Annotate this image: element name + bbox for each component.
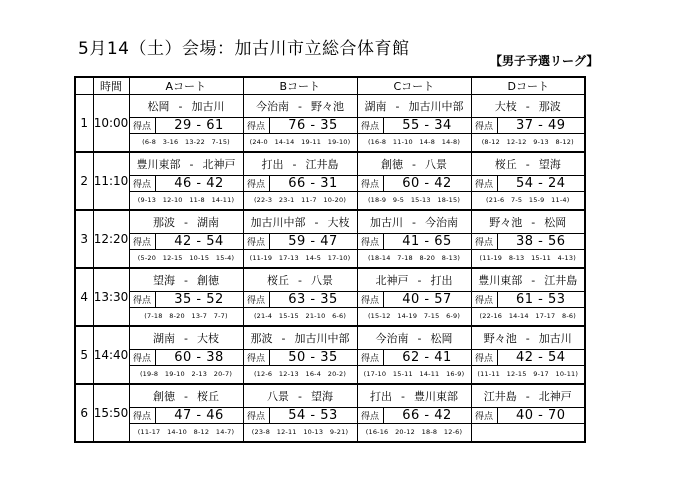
score-row	[130, 291, 243, 308]
score-label: 得点	[244, 350, 270, 365]
away-team: 望海	[538, 158, 561, 171]
match-cell	[129, 152, 243, 210]
score-label: 得点	[472, 350, 498, 365]
vs-dash: -	[184, 215, 188, 229]
quarter-scores: (21-4 15-15 21-10 6-6)	[253, 312, 347, 320]
score-row	[358, 233, 471, 250]
home-team: 打出	[370, 390, 392, 403]
header-court-d: Dコート	[471, 77, 585, 95]
final-score: 42 - 54	[174, 234, 224, 249]
game-row	[75, 210, 585, 268]
final-score: 41 - 65	[402, 234, 452, 249]
quarter-scores: (11-19 17-13 14-5 17-10)	[249, 254, 351, 262]
score-label: 得点	[244, 292, 270, 307]
match-teams	[130, 269, 243, 291]
final-score: 54 - 53	[288, 408, 338, 423]
vs-dash: -	[298, 99, 302, 113]
quarter-scores: (11-17 14-10 8-12 14-7)	[137, 428, 235, 436]
away-team: 豊川東部	[413, 390, 458, 403]
match-cell	[129, 210, 243, 268]
vs-dash: -	[525, 99, 530, 113]
away-team: 大枝	[196, 332, 219, 345]
away-team: 加古川中部	[294, 332, 350, 345]
score-row	[358, 117, 471, 134]
score-label: 得点	[358, 118, 384, 133]
score-label: 得点	[130, 118, 156, 133]
quarter-scores: (18-14 7-18 8-20 8-13)	[367, 254, 461, 262]
score-row	[472, 175, 585, 192]
score-label: 得点	[358, 176, 384, 191]
quarter-scores: (17-10 15-11 14-11 16-9)	[363, 370, 465, 378]
score-row	[472, 117, 585, 134]
score-label: 得点	[472, 408, 498, 423]
quarter-scores: (12-6 12-13 16-4 20-2)	[253, 370, 347, 378]
score-row	[244, 291, 357, 308]
match-cell	[471, 95, 585, 153]
game-time: 11:10	[93, 152, 129, 210]
vs-dash: -	[184, 389, 188, 403]
game-time: 13:30	[93, 268, 129, 326]
away-team: 創徳	[196, 274, 219, 287]
vs-dash: -	[401, 389, 405, 403]
score-label: 得点	[130, 408, 156, 423]
match-cell	[243, 210, 357, 268]
score-row	[244, 175, 357, 192]
home-team: 江井島	[483, 390, 517, 403]
quarter-scores: (24-0 14-14 19-11 19-10)	[249, 138, 351, 146]
match-teams	[358, 327, 471, 349]
score-row	[130, 233, 243, 250]
final-score: 55 - 34	[402, 118, 452, 133]
vs-dash: -	[395, 99, 400, 113]
home-team: 桜丘	[494, 158, 517, 171]
match-teams	[244, 327, 357, 349]
final-score: 60 - 42	[402, 176, 452, 191]
final-score: 62 - 41	[402, 350, 452, 365]
match-teams	[130, 211, 243, 233]
match-teams	[358, 269, 471, 291]
final-score: 47 - 46	[174, 408, 224, 423]
match-cell	[471, 152, 585, 210]
match-teams	[358, 211, 471, 233]
match-cell	[243, 152, 357, 210]
away-team: 八景	[310, 274, 333, 287]
away-team: 望海	[310, 390, 333, 403]
match-teams	[472, 153, 585, 175]
vs-dash: -	[531, 215, 536, 229]
home-team: 創徳	[381, 158, 403, 171]
away-team: 今治南	[424, 216, 458, 229]
match-teams	[244, 269, 357, 291]
away-team: 加古川中部	[408, 100, 464, 113]
header-court-c: Cコート	[357, 77, 471, 95]
game-row	[75, 268, 585, 326]
score-row	[472, 349, 585, 366]
quarter-scores: (5-20 12-15 10-15 15-4)	[137, 254, 235, 262]
match-teams	[244, 153, 357, 175]
game-number: 4	[75, 268, 93, 326]
home-team: 今治南	[375, 332, 409, 345]
match-cell	[243, 384, 357, 442]
score-row	[358, 349, 471, 366]
match-teams	[358, 153, 471, 175]
match-cell	[471, 384, 585, 442]
quarter-scores: (8-12 12-12 9-13 8-12)	[481, 138, 574, 146]
home-team: 望海	[153, 274, 175, 287]
game-time: 15:50	[93, 384, 129, 442]
match-teams	[244, 95, 357, 117]
quarter-scores: (16-16 20-12 18-8 12-6)	[365, 428, 463, 436]
quarter-scores: (22-16 14-14 17-17 8-6)	[479, 312, 576, 320]
away-team: 大枝	[327, 216, 350, 229]
league-label: 【男子予選リーグ】	[490, 54, 599, 68]
match-teams	[358, 95, 471, 117]
game-row	[75, 95, 585, 153]
vs-dash: -	[184, 331, 188, 345]
score-label: 得点	[358, 350, 384, 365]
away-team: 湖南	[196, 216, 219, 229]
score-row	[244, 117, 357, 134]
vs-dash: -	[298, 389, 302, 403]
game-row	[75, 384, 585, 442]
quarter-scores: (9-13 12-10 11-8 14-11)	[137, 196, 235, 204]
home-team: 今治南	[256, 100, 289, 113]
match-cell	[357, 210, 471, 268]
match-cell	[357, 95, 471, 153]
final-score: 63 - 35	[288, 292, 338, 307]
away-team: 加古川	[538, 332, 572, 345]
match-cell	[129, 384, 243, 442]
home-team: 豊川東部	[136, 158, 181, 171]
home-team: 創徳	[153, 390, 175, 403]
match-teams	[130, 153, 243, 175]
vs-dash: -	[178, 99, 183, 113]
home-team: 打出	[261, 158, 284, 171]
score-label: 得点	[472, 118, 498, 133]
score-label: 得点	[244, 118, 270, 133]
home-team: 湖南	[153, 332, 175, 345]
quarter-scores: (15-12 14-19 7-15 6-9)	[367, 312, 461, 320]
quarter-scores: (11-19 8-13 15-11 4-13)	[479, 254, 576, 262]
away-team: 江井島	[544, 274, 578, 287]
home-team: 桜丘	[267, 274, 289, 287]
score-label: 得点	[472, 176, 498, 191]
score-row	[472, 407, 585, 424]
score-row	[358, 291, 471, 308]
home-team: 加古川中部	[250, 216, 306, 229]
match-teams	[358, 385, 471, 407]
vs-dash: -	[281, 331, 286, 345]
final-score: 60 - 38	[174, 350, 224, 365]
home-team: 那波	[250, 332, 273, 345]
final-score: 38 - 56	[515, 234, 566, 249]
game-number: 5	[75, 326, 93, 384]
away-team: 野々池	[310, 100, 344, 113]
home-team: 湖南	[364, 100, 387, 113]
final-score: 46 - 42	[174, 176, 224, 191]
home-team: 松岡	[147, 100, 170, 113]
match-cell	[471, 268, 585, 326]
score-row	[130, 349, 243, 366]
match-cell	[243, 268, 357, 326]
quarter-scores: (11-11 12-15 9-17 10-11)	[477, 370, 579, 378]
game-time: 10:00	[93, 95, 129, 153]
match-cell	[129, 95, 243, 153]
away-team: 松岡	[544, 216, 567, 229]
final-score: 66 - 31	[288, 176, 338, 191]
vs-dash: -	[412, 157, 416, 171]
score-row	[130, 175, 243, 192]
final-score: 54 - 24	[515, 176, 566, 191]
away-team: 打出	[430, 274, 453, 287]
score-label: 得点	[358, 292, 384, 307]
home-team: 豊川東部	[478, 274, 523, 287]
match-teams	[472, 269, 585, 291]
score-row	[130, 117, 243, 134]
match-teams	[130, 327, 243, 349]
vs-dash: -	[525, 389, 530, 403]
home-team: 北神戸	[375, 274, 409, 287]
match-cell	[357, 268, 471, 326]
score-row	[244, 233, 357, 250]
match-teams	[472, 327, 585, 349]
score-row	[472, 233, 585, 250]
final-score: 66 - 42	[402, 408, 452, 423]
home-team: 加古川	[370, 216, 403, 229]
final-score: 61 - 53	[515, 292, 566, 307]
quarter-scores: (22-3 23-1 11-7 10-20)	[253, 196, 347, 204]
header-time: 時間	[93, 77, 129, 95]
final-score: 37 - 49	[515, 118, 566, 133]
score-row	[130, 407, 243, 424]
score-row	[244, 349, 357, 366]
match-cell	[357, 384, 471, 442]
quarter-scores: (16-8 11-10 14-8 14-8)	[367, 138, 461, 146]
header-row	[75, 77, 585, 95]
away-team: 加古川	[191, 100, 225, 113]
quarter-scores: (6-8 3-16 13-22 7-15)	[142, 138, 230, 146]
final-score: 50 - 35	[288, 350, 338, 365]
score-row	[358, 407, 471, 424]
match-cell	[243, 95, 357, 153]
score-label: 得点	[358, 234, 384, 249]
score-row	[472, 291, 585, 308]
vs-dash: -	[525, 157, 530, 171]
match-cell	[129, 326, 243, 384]
score-label: 得点	[244, 234, 270, 249]
score-label: 得点	[130, 176, 156, 191]
game-number: 6	[75, 384, 93, 442]
match-cell	[471, 210, 585, 268]
vs-dash: -	[525, 331, 530, 345]
match-teams	[130, 95, 243, 117]
match-teams	[472, 211, 585, 233]
game-number: 2	[75, 152, 93, 210]
schedule-table	[74, 76, 586, 443]
match-cell	[471, 326, 585, 384]
score-row	[244, 407, 357, 424]
game-time: 12:20	[93, 210, 129, 268]
match-cell	[357, 326, 471, 384]
quarter-scores: (7-18 8-20 13-7 7-7)	[144, 312, 228, 320]
quarter-scores: (18-9 9-5 15-13 18-15)	[367, 196, 461, 204]
match-cell	[129, 268, 243, 326]
score-label: 得点	[130, 234, 156, 249]
final-score: 59 - 47	[288, 234, 338, 249]
match-teams	[472, 95, 585, 117]
header-court-a: Aコート	[129, 77, 243, 95]
match-cell	[243, 326, 357, 384]
game-number: 3	[75, 210, 93, 268]
home-team: 野々池	[483, 332, 517, 345]
vs-dash: -	[314, 215, 319, 229]
away-team: 桜丘	[196, 390, 219, 403]
vs-dash: -	[412, 215, 416, 229]
match-teams	[244, 385, 357, 407]
quarter-scores	[472, 424, 585, 439]
final-score: 76 - 35	[288, 118, 338, 133]
match-teams	[244, 211, 357, 233]
match-teams	[472, 385, 585, 407]
final-score: 35 - 52	[174, 292, 224, 307]
away-team: 松岡	[430, 332, 453, 345]
page-title: 5月14（土）会場：加古川市立総合体育館	[78, 39, 410, 59]
score-label: 得点	[130, 350, 156, 365]
quarter-scores: (23-8 12-11 10-13 9-21)	[251, 428, 349, 436]
away-team: 北神戸	[202, 158, 236, 171]
score-label: 得点	[358, 408, 384, 423]
home-team: 八景	[267, 390, 289, 403]
vs-dash: -	[298, 273, 302, 287]
home-team: 那波	[153, 216, 175, 229]
vs-dash: -	[417, 331, 422, 345]
score-label: 得点	[244, 408, 270, 423]
vs-dash: -	[531, 273, 536, 287]
header-num	[75, 77, 93, 95]
away-team: 八景	[424, 158, 447, 171]
score-label: 得点	[244, 176, 270, 191]
vs-dash: -	[417, 273, 422, 287]
game-row	[75, 326, 585, 384]
vs-dash: -	[189, 157, 194, 171]
final-score: 40 - 70	[515, 408, 566, 423]
score-label: 得点	[130, 292, 156, 307]
game-number: 1	[75, 95, 93, 153]
away-team: 北神戸	[538, 390, 572, 403]
header-court-b: Bコート	[243, 77, 357, 95]
home-team: 野々池	[489, 216, 523, 229]
vs-dash: -	[292, 157, 297, 171]
game-time: 14:40	[93, 326, 129, 384]
quarter-scores: (21-6 7-5 15-9 11-4)	[486, 196, 570, 204]
away-team: 那波	[538, 100, 561, 113]
vs-dash: -	[184, 273, 188, 287]
game-row	[75, 152, 585, 210]
away-team: 江井島	[305, 158, 339, 171]
final-score: 29 - 61	[174, 118, 224, 133]
match-cell	[357, 152, 471, 210]
match-teams	[130, 385, 243, 407]
score-label: 得点	[472, 234, 498, 249]
final-score: 42 - 54	[515, 350, 566, 365]
quarter-scores: (19-8 19-10 2-13 20-7)	[139, 370, 233, 378]
score-row	[358, 175, 471, 192]
final-score: 40 - 57	[402, 292, 452, 307]
score-label: 得点	[472, 292, 498, 307]
home-team: 大枝	[494, 100, 517, 113]
